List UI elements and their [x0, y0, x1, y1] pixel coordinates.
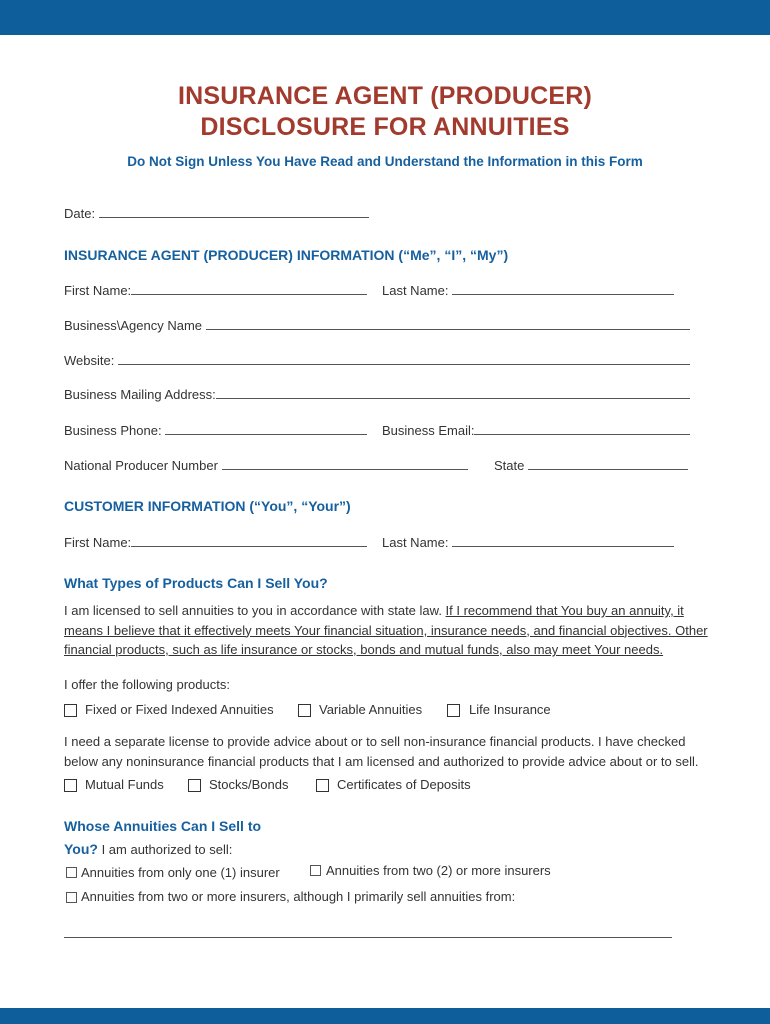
agency-row — [64, 318, 690, 333]
form-title-line1: INSURANCE AGENT (PRODUCER) — [177, 82, 592, 110]
date-row — [64, 206, 369, 221]
email-row — [382, 423, 690, 438]
agent-section-heading: INSURANCE AGENT (PRODUCER) INFORMATION (“Me”, “I”, “My”) — [64, 247, 509, 263]
mailing-label: Business Mailing Address: — [64, 387, 216, 402]
two-insurers-label: Annuities from two (2) or more insurers — [326, 863, 551, 878]
authorized-text: I am authorized to sell: — [97, 842, 233, 857]
one-insurer-checkbox[interactable] — [66, 867, 77, 878]
fixed-annuities-checkbox[interactable] — [64, 704, 77, 717]
state-label: State — [494, 458, 525, 473]
agent-last-name-field[interactable] — [452, 283, 674, 295]
variable-annuities-checkbox[interactable] — [298, 704, 311, 717]
npn-label: National Producer Number — [64, 458, 218, 473]
agency-label: Business\Agency Name — [64, 318, 203, 333]
authorized-row — [64, 841, 232, 857]
one-insurer-label: Annuities from only one (1) insurer — [81, 865, 280, 880]
npn-field[interactable] — [222, 458, 468, 470]
email-label: Business Email: — [382, 423, 475, 438]
customer-last-name-field[interactable] — [452, 535, 674, 547]
certificates-checkbox[interactable] — [316, 779, 329, 792]
stocks-bonds-label: Stocks/Bonds — [209, 777, 289, 792]
website-field[interactable] — [118, 353, 690, 365]
two-insurers-checkbox[interactable] — [310, 865, 321, 876]
form-title-line2: DISCLOSURE FOR ANNUITIES — [200, 113, 570, 141]
license-paragraph: I need a separate license to provide advice about or to sell non-insurance financial products. I have checked below any noninsurance financial products that I am licensed and authorized to provide advice about or to sell. — [64, 734, 699, 769]
agent-first-name-label: First Name: — [64, 283, 132, 298]
email-field[interactable] — [474, 423, 690, 435]
products-section-heading: What Types of Products Can I Sell You? — [64, 575, 328, 591]
primary-insurer-label: Annuities from two or more insurers, although I primarily sell annuities from: — [81, 889, 516, 904]
licensing-paragraph — [64, 601, 714, 660]
mailing-row — [64, 387, 690, 402]
fixed-annuities-label: Fixed or Fixed Indexed Annuities — [85, 702, 274, 717]
form-subtitle: Do Not Sign Unless You Have Read and Understand the Information in this Form — [127, 154, 643, 169]
certificates-label: Certificates of Deposits — [337, 777, 471, 792]
whose-section-heading-cont: You? — [64, 841, 98, 857]
agent-last-name-label: Last Name: — [382, 283, 449, 298]
phone-label: Business Phone: — [64, 423, 162, 438]
customer-last-name-row — [382, 535, 674, 550]
customer-last-name-label: Last Name: — [382, 535, 449, 550]
agent-last-name-row — [382, 283, 674, 298]
mutual-funds-label: Mutual Funds — [85, 777, 164, 792]
life-insurance-label: Life Insurance — [469, 702, 551, 717]
stocks-bonds-checkbox[interactable] — [188, 779, 201, 792]
npn-row — [64, 458, 468, 473]
mutual-funds-checkbox[interactable] — [64, 779, 77, 792]
customer-first-name-field[interactable] — [131, 535, 367, 547]
agent-first-name-row — [64, 283, 367, 298]
agency-field[interactable] — [206, 318, 690, 330]
state-row — [494, 458, 688, 473]
phone-field[interactable] — [165, 423, 367, 435]
phone-row — [64, 423, 367, 438]
offer-label: I offer the following products: — [64, 677, 230, 692]
life-insurance-checkbox[interactable] — [447, 704, 460, 717]
primary-insurer-field[interactable] — [64, 937, 672, 938]
date-field[interactable] — [99, 206, 369, 218]
customer-first-name-label: First Name: — [64, 535, 132, 550]
customer-section-heading: CUSTOMER INFORMATION (“You”, “Your”) — [64, 498, 351, 514]
recommendation-text: If I recommend that You buy an annuity, it means I believe that it effectively meets Your financial situation, insurance needs, and financial objectives. Other financial products, such as life insurance or stocks, bonds and mutual funds, also may meet Your needs. — [64, 603, 708, 657]
primary-insurer-checkbox[interactable] — [66, 892, 77, 903]
state-field[interactable] — [528, 458, 688, 470]
licensing-text: I am licensed to sell annuities to you in accordance with state law. — [64, 603, 446, 618]
website-row — [64, 353, 690, 368]
agent-first-name-field[interactable] — [131, 283, 367, 295]
bottom-bar — [0, 1008, 770, 1024]
mailing-field[interactable] — [216, 387, 690, 399]
variable-annuities-label: Variable Annuities — [319, 702, 423, 717]
website-label: Website: — [64, 353, 115, 368]
whose-section-heading: Whose Annuities Can I Sell to — [64, 818, 262, 834]
date-label: Date: — [64, 206, 96, 221]
top-bar — [0, 0, 770, 35]
customer-first-name-row — [64, 535, 367, 550]
